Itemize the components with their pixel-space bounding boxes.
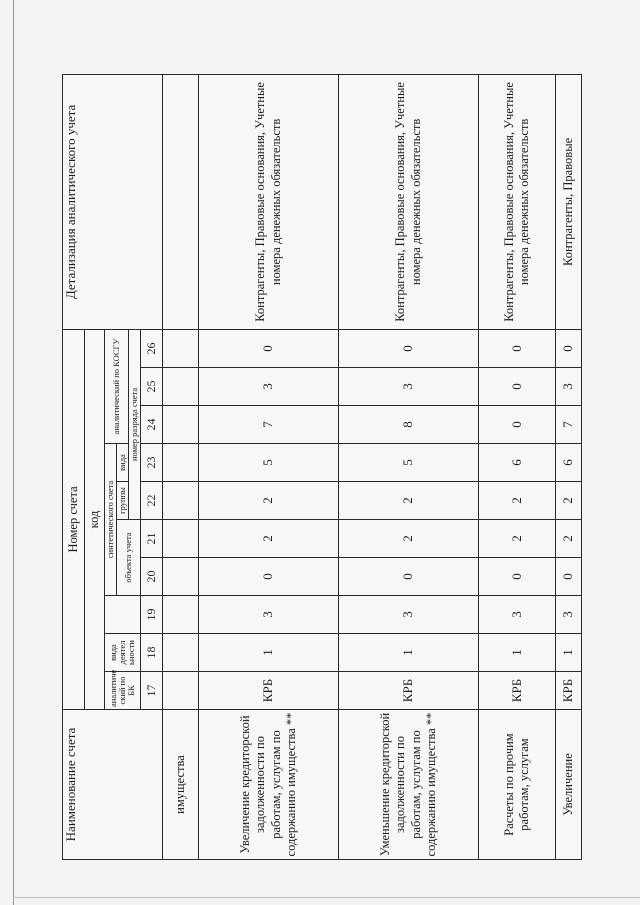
table-row [199,74,339,859]
digit-21: 21 [141,520,163,558]
analytic-detail-cell: Контрагенты, Правовые основания, Учетные номера денежных обязательств [339,74,479,329]
header-analytic-bk: аналитиче ский по БК [105,672,141,710]
header-account-number: Номер счета [63,329,85,709]
digit-cell: КРБ [479,672,556,710]
digit-cell: 6 [479,444,556,482]
digit-cell: 0 [199,329,339,367]
digit-cell: 8 [339,406,479,444]
header-analytic-kosgu: аналитический по КОСГУ [105,329,129,443]
table-row [556,74,582,859]
digit-cell [163,672,199,710]
header-digit-number: номер разряда счета [129,329,141,519]
digit-cell [163,406,199,444]
page-bottom-line [13,897,640,898]
digit-26: 26 [141,329,163,367]
table-row [479,74,556,859]
header-account-name: Наименование счета [63,710,163,860]
digit-cell: 1 [479,634,556,672]
digit-cell: 0 [556,558,582,596]
digit-18: 18 [141,634,163,672]
digit-cell: КРБ [339,672,479,710]
digit-cell: 3 [199,368,339,406]
digit-cell: 0 [339,558,479,596]
digit-cell: 3 [556,596,582,634]
digit-cell: 3 [199,596,339,634]
digit-cell: 7 [199,406,339,444]
header-row-1 [63,74,85,859]
digit-cell [163,444,199,482]
chart-of-accounts-table [62,74,582,860]
digit-19: 19 [141,596,163,634]
digit-cell [163,520,199,558]
digit-23: 23 [141,444,163,482]
digit-cell: 2 [556,482,582,520]
digit-cell: 5 [199,444,339,482]
digit-cell: 1 [556,634,582,672]
header-account-object: объекта учета [117,520,141,596]
digit-17: 17 [141,672,163,710]
digit-cell: 2 [339,520,479,558]
digit-cell: 0 [479,558,556,596]
rotated-table-container [62,75,582,860]
digit-cell: 2 [556,520,582,558]
header-synthetic-account: синтетического счета [105,444,117,596]
table-row [339,74,479,859]
digit-cell: 2 [339,482,479,520]
digit-cell: 2 [199,482,339,520]
digit-cell: 0 [479,406,556,444]
digit-cell: 2 [199,520,339,558]
digit-24: 24 [141,406,163,444]
page-margin-line [13,0,14,905]
account-name-cell: Уменьшение кредиторской задолженности по работам, услугам по содержанию имущества ** [339,710,479,860]
digit-cell: 1 [199,634,339,672]
account-name-cell: Расчеты по прочим работам, услугам [479,710,556,860]
account-name-cell: Увеличение [556,710,582,860]
digit-cell: 2 [479,482,556,520]
digit-cell [163,482,199,520]
digit-cell: 2 [479,520,556,558]
account-name-cell: Увеличение кредиторской задолженности по работам, услугам по содержанию имущества ** [199,710,339,860]
digit-cell [163,329,199,367]
digit-cell: 3 [479,596,556,634]
digit-20: 20 [141,558,163,596]
account-name-cell: имущества [163,710,199,860]
analytic-detail-cell: Контрагенты, Правовые основания, Учетные номера денежных обязательств [479,74,556,329]
header-activity-type: вида деятел ьности [105,634,141,672]
header-code: код [85,329,105,709]
digit-cell [163,596,199,634]
digit-cell: КРБ [199,672,339,710]
table-row [163,74,199,859]
digit-cell [163,634,199,672]
digit-cell: 7 [556,406,582,444]
analytic-detail-cell: Контрагенты, Правовые [556,74,582,329]
digit-cell: 3 [339,368,479,406]
digit-cell: 0 [479,329,556,367]
digit-cell: 3 [556,368,582,406]
digit-cell [163,368,199,406]
analytic-detail-cell [163,74,199,329]
analytic-detail-cell: Контрагенты, Правовые основания, Учетные номера денежных обязательств [199,74,339,329]
digit-cell: 5 [339,444,479,482]
header-analytic-detail: Детализация аналитического учета [63,74,163,329]
digit-cell: 0 [199,558,339,596]
digit-cell: 6 [556,444,582,482]
digit-cell: 3 [339,596,479,634]
digit-25: 25 [141,368,163,406]
header-kind: вида [117,444,129,482]
digit-cell: КРБ [556,672,582,710]
header-group: группы [117,482,129,520]
digit-cell [163,558,199,596]
digit-cell: 0 [339,329,479,367]
digit-cell: 1 [339,634,479,672]
digit-cell: 0 [556,329,582,367]
digit-22: 22 [141,482,163,520]
digit-cell: 0 [479,368,556,406]
